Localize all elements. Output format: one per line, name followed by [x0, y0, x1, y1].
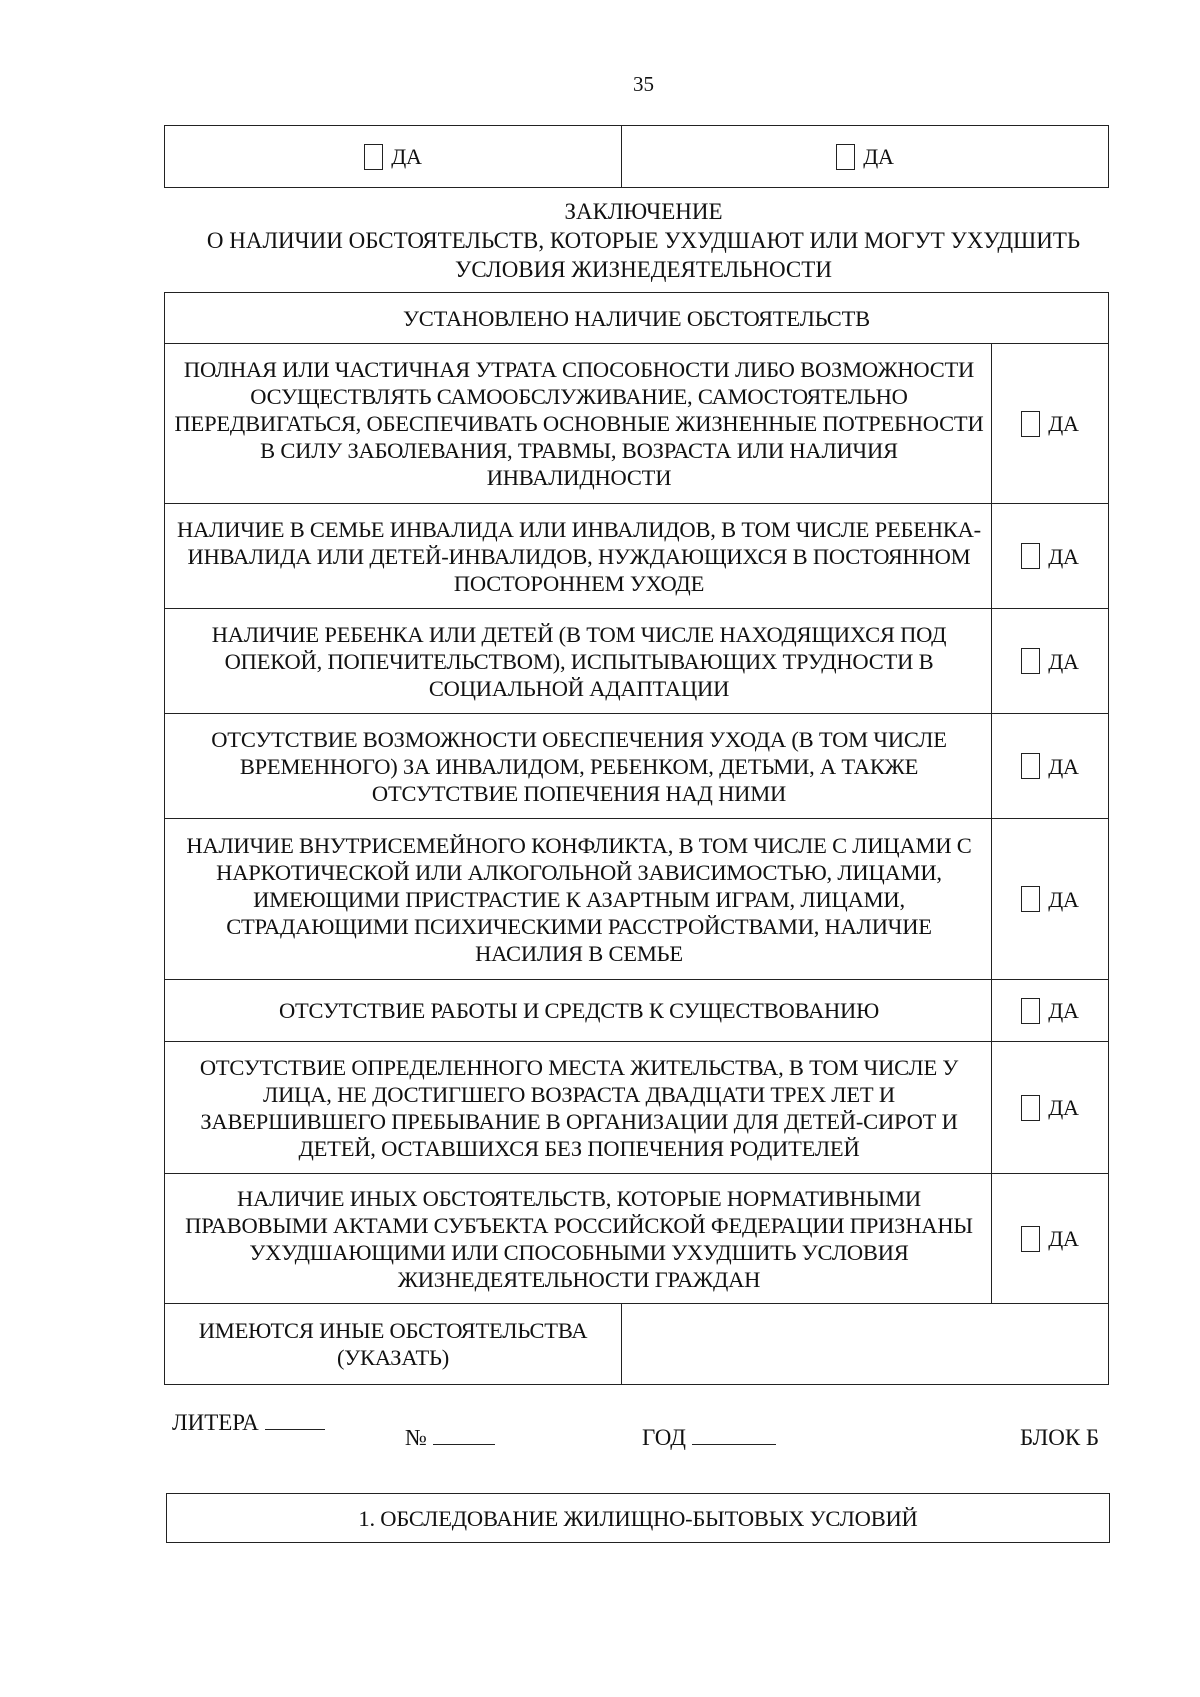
row-checkbox-group	[1021, 648, 1079, 675]
page-number: 35	[633, 72, 654, 96]
conclusion-title-line3: УСЛОВИЯ ЖИЗНЕДЕЯТЕЛЬНОСТИ	[455, 257, 832, 282]
block-label: БЛОК Б	[1020, 1425, 1100, 1450]
litera-label: ЛИТЕРА	[172, 1410, 259, 1435]
conclusion-title-line1: ЗАКЛЮЧЕНИЕ	[564, 199, 723, 224]
row-checkbox[interactable]	[1021, 411, 1040, 437]
section-title: 1. ОБСЛЕДОВАНИЕ ЖИЛИЩНО-БЫТОВЫХ УСЛОВИЙ	[358, 1505, 918, 1531]
other-circumstances-field[interactable]	[622, 1304, 1108, 1384]
row-checkbox-label: ДА	[1048, 1095, 1079, 1120]
row-text: ОТСУТСТВИЕ ОПРЕДЕЛЕННОГО МЕСТА ЖИТЕЛЬСТВА, В ТОМ ЧИСЛЕ У ЛИЦА, НЕ ДОСТИГШЕГО ВОЗРАСТА ДВАДЦАТИ ТРЕХ ЛЕТ И ЗАВЕРШИВШЕГО ПРЕБЫВАНИЕ В ОРГАНИЗАЦИИ ДЛЯ ДЕТЕЙ-СИРОТ И ДЕТЕЙ, ОСТАВШИХСЯ БЕЗ ПОПЕЧЕНИЯ РОДИТЕЛЕЙ	[199, 1054, 959, 1161]
table-row	[171, 609, 987, 713]
row-checkbox-group	[1021, 753, 1079, 780]
row-checkbox-group	[1021, 1094, 1079, 1121]
row-checkbox[interactable]	[1021, 648, 1040, 674]
row-checkbox-group	[1021, 1225, 1079, 1252]
table-row	[171, 1174, 987, 1303]
row-checkbox-label: ДА	[1048, 411, 1079, 436]
row-checkbox-group	[1021, 543, 1079, 570]
table-row	[171, 504, 987, 608]
top-right-checkbox-label: ДА	[863, 144, 894, 169]
table-row	[171, 980, 987, 1041]
other-circumstances-label: ИМЕЮТСЯ ИНЫЕ ОБСТОЯТЕЛЬСТВА (УКАЗАТЬ)	[198, 1318, 588, 1370]
top-left-checkbox-group	[364, 143, 422, 170]
row-text: НАЛИЧИЕ РЕБЕНКА ИЛИ ДЕТЕЙ (В ТОМ ЧИСЛЕ НАХОДЯЩИХСЯ ПОД ОПЕКОЙ, ПОПЕЧИТЕЛЬСТВОМ), ИСПЫТЫВАЮЩИХ ТРУДНОСТИ В СОЦИАЛЬНОЙ АДАПТАЦИИ	[211, 621, 947, 701]
row-checkbox-label: ДА	[1048, 543, 1079, 569]
litera-blank[interactable]	[265, 1428, 325, 1430]
row-checkbox-label: ДА	[1048, 886, 1079, 912]
year-field[interactable]	[642, 1425, 776, 1451]
row-text: НАЛИЧИЕ ВНУТРИСЕМЕЙНОГО КОНФЛИКТА, В ТОМ ЧИСЛЕ С ЛИЦАМИ С НАРКОТИЧЕСКОЙ ИЛИ АЛКОГОЛЬНОЙ ЗАВИСИМОСТЬЮ, ЛИЦАМИ, ИМЕЮЩИМИ ПРИСТРАСТИЕ К АЗАРТНЫМ ИГРАМ, ЛИЦАМИ, СТРАДАЮЩИМИ ПСИХИЧЕСКИМИ РАССТРОЙСТВАМИ, НАЛИЧИЕ НАСИЛИЯ В СЕМЬЕ	[186, 832, 972, 966]
row-checkbox[interactable]	[1021, 543, 1040, 569]
row-checkbox-label: ДА	[1048, 648, 1079, 674]
top-left-checkbox-label: ДА	[391, 144, 422, 169]
table-row	[171, 344, 987, 503]
row-text: ПОЛНАЯ ИЛИ ЧАСТИЧНАЯ УТРАТА СПОСОБНОСТИ ЛИБО ВОЗМОЖНОСТИ ОСУЩЕСТВЛЯТЬ САМООБСЛУЖИВАНИЕ, САМОСТОЯТЕЛЬНО ПЕРЕДВИГАТЬСЯ, ОБЕСПЕЧИВАТЬ ОСНОВНЫЕ ЖИЗНЕННЫЕ ПОТРЕБНОСТИ В СИЛУ ЗАБОЛЕВАНИЯ, ТРАВМЫ, ВОЗРАСТА ИЛИ НАЛИЧИЯ ИНВАЛИДНОСТИ	[174, 357, 984, 490]
row-checkbox[interactable]	[1021, 998, 1040, 1024]
row-checkbox-group	[1021, 886, 1079, 913]
row-checkbox-group	[1021, 410, 1079, 437]
year-blank[interactable]	[692, 1443, 776, 1445]
number-field[interactable]	[405, 1425, 495, 1451]
row-text: ОТСУТСТВИЕ ВОЗМОЖНОСТИ ОБЕСПЕЧЕНИЯ УХОДА (В ТОМ ЧИСЛЕ ВРЕМЕННОГО) ЗА ИНВАЛИДОМ, РЕБЕНКОМ, ДЕТЬМИ, А ТАКЖЕ ОТСУТСТВИЕ ПОПЕЧЕНИЯ НАД НИМИ	[211, 726, 947, 806]
row-checkbox[interactable]	[1021, 1095, 1040, 1121]
row-text: ОТСУТСТВИЕ РАБОТЫ И СРЕДСТВ К СУЩЕСТВОВАНИЮ	[278, 998, 880, 1023]
row-checkbox[interactable]	[1021, 886, 1040, 912]
top-left-checkbox[interactable]	[364, 144, 383, 170]
year-label: ГОД	[642, 1425, 686, 1450]
section-title-box	[166, 1493, 1110, 1543]
row-checkbox[interactable]	[1021, 753, 1040, 779]
litera-field[interactable]	[172, 1410, 325, 1436]
row-checkbox-label: ДА	[1048, 998, 1079, 1023]
conclusion-title-line2: О НАЛИЧИИ ОБСТОЯТЕЛЬСТВ, КОТОРЫЕ УХУДШАЮТ ИЛИ МОГУТ УХУДШИТЬ	[206, 228, 1081, 253]
row-checkbox-label: ДА	[1048, 753, 1079, 779]
row-text: НАЛИЧИЕ ИНЫХ ОБСТОЯТЕЛЬСТВ, КОТОРЫЕ НОРМАТИВНЫМИ ПРАВОВЫМИ АКТАМИ СУБЪЕКТА РОССИЙСКОЙ ФЕДЕРАЦИИ ПРИЗНАНЫ УХУДШАЮЩИМИ ИЛИ СПОСОБНЫМИ УХУДШИТЬ УСЛОВИЯ ЖИЗНЕДЕЯТЕЛЬНОСТИ ГРАЖДАН	[185, 1185, 973, 1292]
circumstances-table	[164, 292, 1109, 1385]
number-blank[interactable]	[433, 1443, 495, 1445]
table-row	[171, 714, 987, 818]
row-checkbox[interactable]	[1021, 1226, 1040, 1252]
table-row	[171, 1042, 987, 1173]
top-right-checkbox[interactable]	[836, 144, 855, 170]
table-header: УСТАНОВЛЕНО НАЛИЧИЕ ОБСТОЯТЕЛЬСТВ	[403, 305, 870, 331]
row-checkbox-group	[1021, 997, 1079, 1024]
top-right-checkbox-group	[836, 143, 894, 170]
number-label: №	[405, 1425, 427, 1450]
row-text: НАЛИЧИЕ В СЕМЬЕ ИНВАЛИДА ИЛИ ИНВАЛИДОВ, В ТОМ ЧИСЛЕ РЕБЕНКА-ИНВАЛИДА ИЛИ ДЕТЕЙ-ИНВАЛИДОВ, НУЖДАЮЩИХСЯ В ПОСТОЯННОМ ПОСТОРОННЕМ УХОДЕ	[177, 516, 981, 596]
row-checkbox-label: ДА	[1048, 1226, 1079, 1251]
top-checkbox-row	[164, 125, 1109, 188]
conclusion-title	[0, 197, 1200, 284]
table-row	[171, 819, 987, 979]
